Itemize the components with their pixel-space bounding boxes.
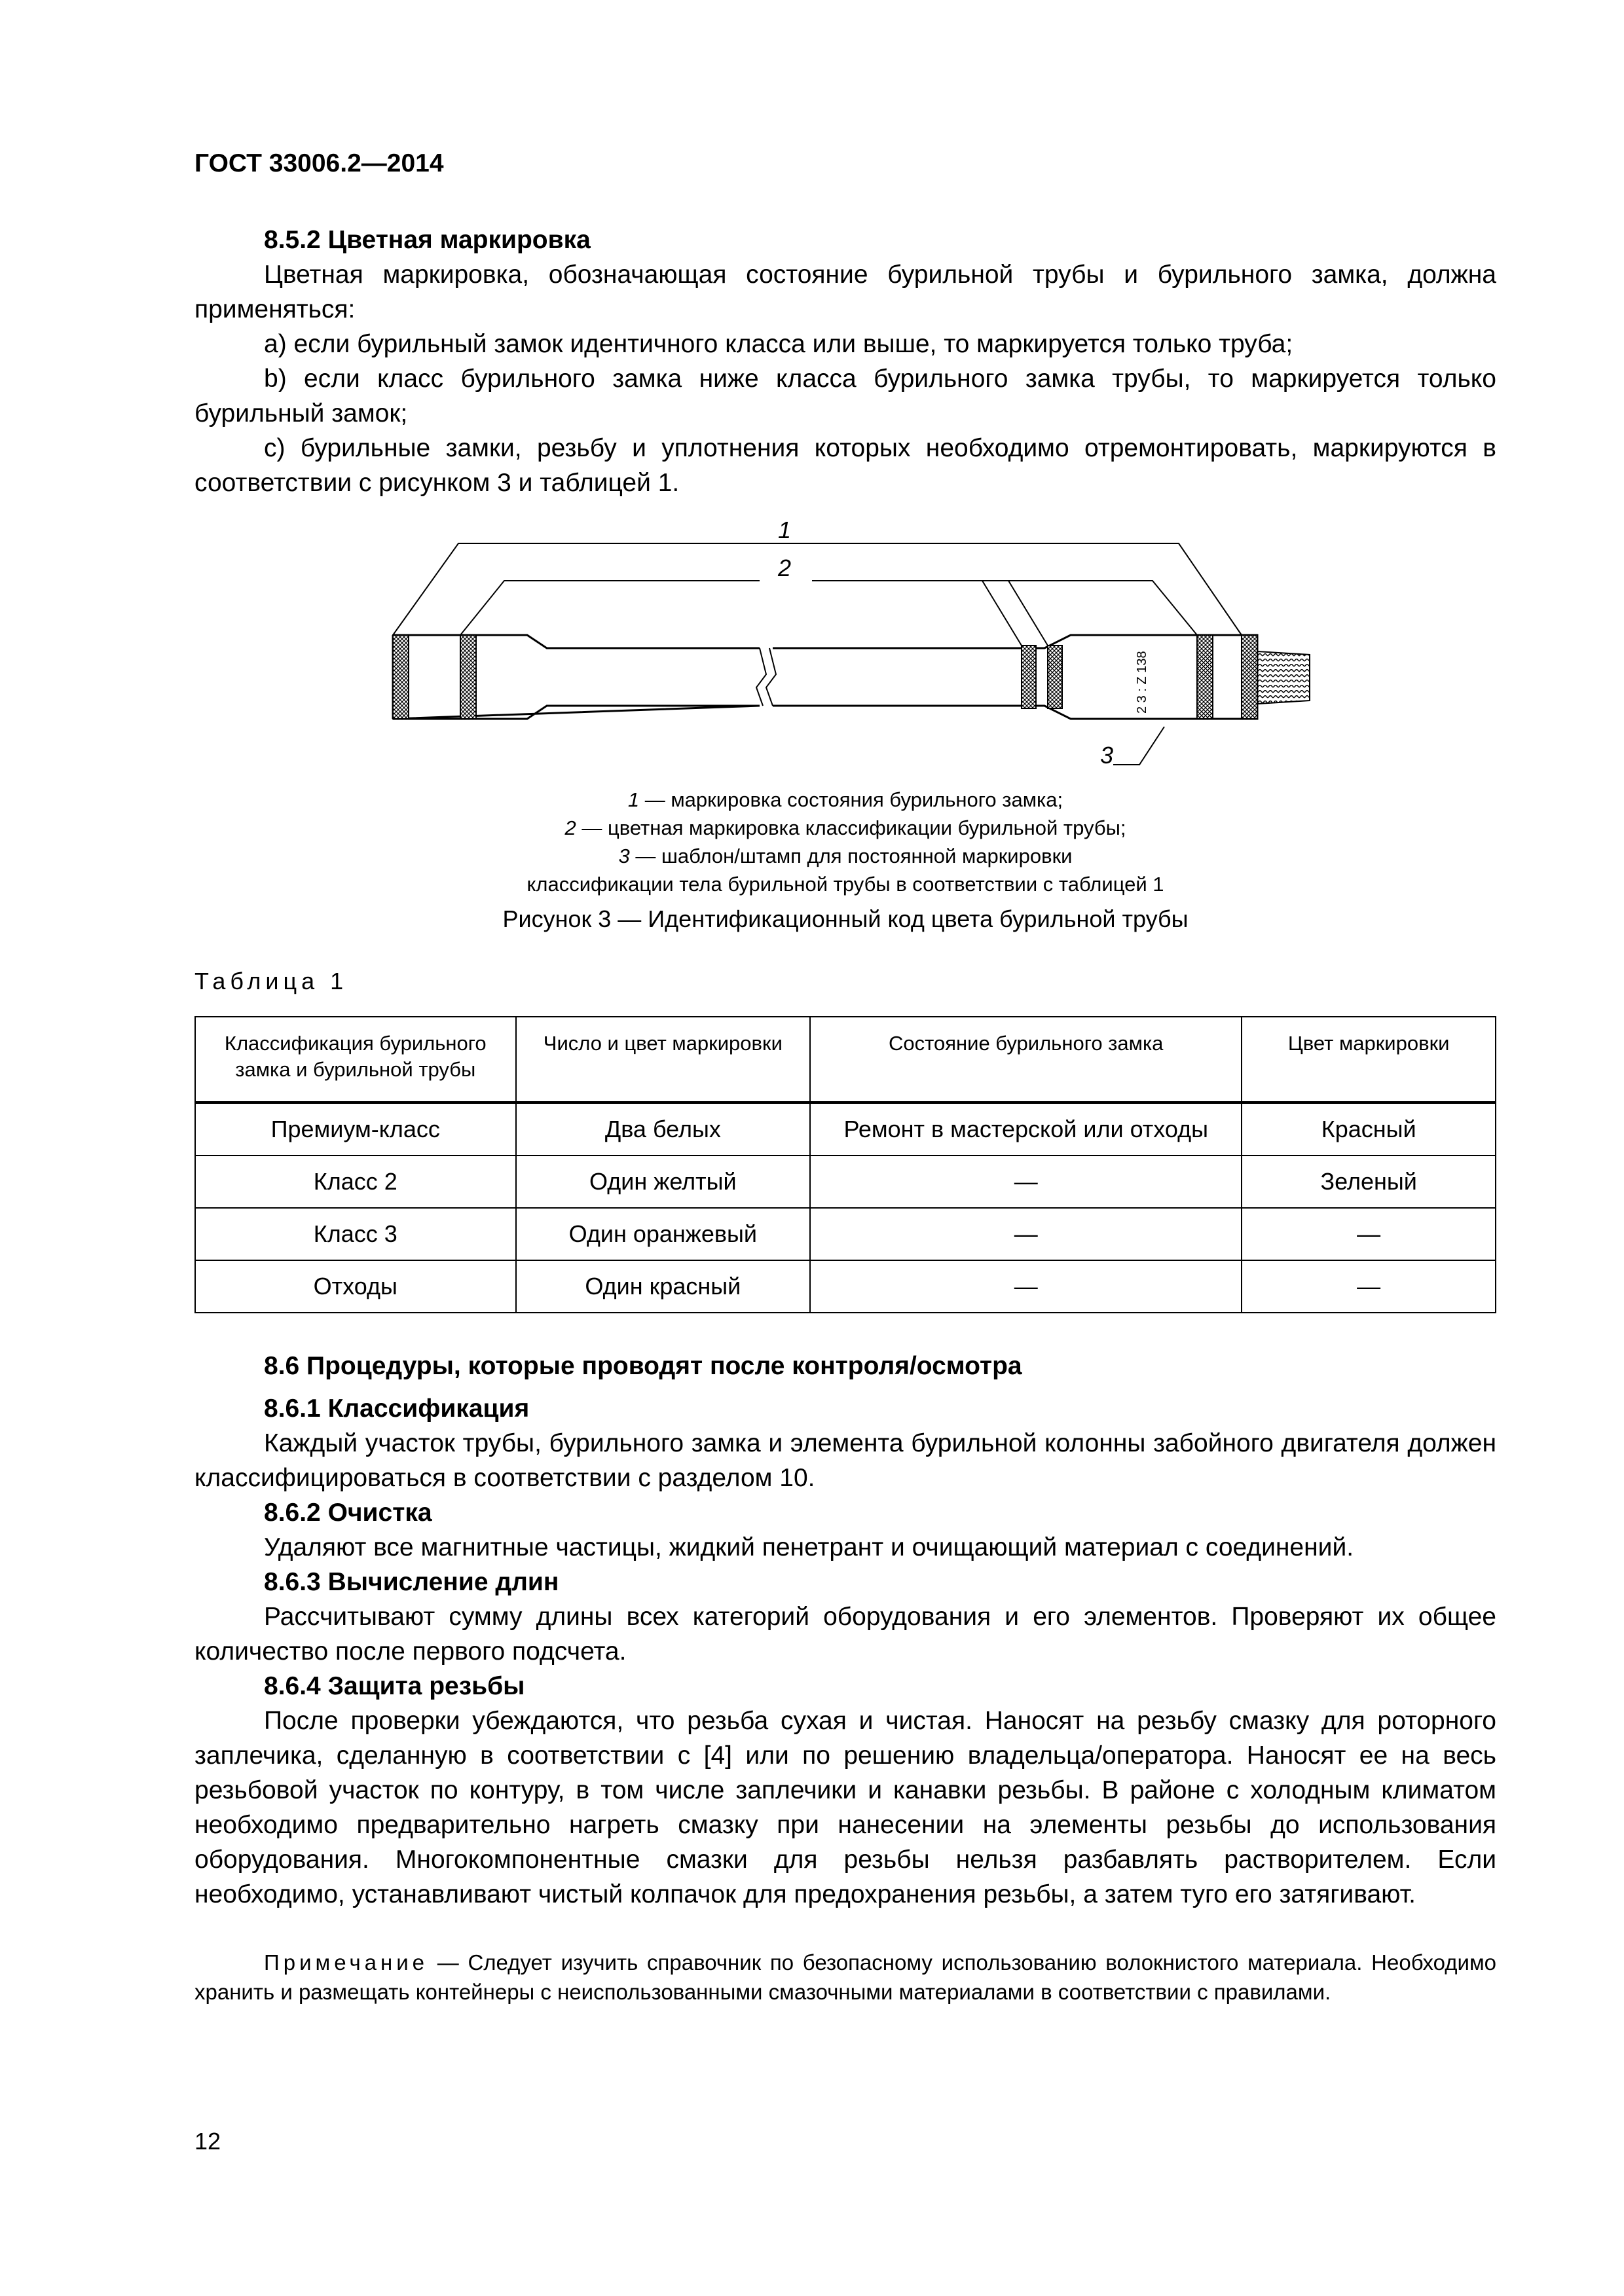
section-heading: 8.6 Процедуры, которые проводят после контроля/осмотра [264,1352,1022,1380]
page-number: 12 [194,2128,221,2155]
table-cell: Премиум-класс [195,1102,516,1156]
table-cell: — [1242,1208,1496,1260]
table-cell: Отходы [195,1260,516,1313]
paragraph: После проверки убеждаются, что резьба сухая и чистая. Наносят на резьбу смазку для роторного заплечика, сделанную в соответствии с [4] или по решению владельца/оператора. Наносят ее на весь резьбовой участок по контуру, в том числе заплечики и канавки резьбы. В районе с холодным климатом необходимо предварительно нагреть смазку при нанесении на элементы резьбы до использования оборудования. Многокомпонентные смазки для резьбы нельзя разбавлять растворителем. Если необходимо, устанавливают чистый колпачок для предохранения резьбы, а затем туго его затягивают. [194,1707,1496,1908]
callout-3: 3 [1100,742,1114,769]
paragraph: Удаляют все магнитные частицы, жидкий пенетрант и очищающий материал с соединений. [264,1533,1354,1561]
table-title: Таблица 1 [194,968,348,994]
table-cell: — [1242,1260,1496,1313]
marking-band [1197,635,1213,719]
figure-caption: Рисунок 3 — Идентификационный код цвета бурильной трубы [502,905,1189,932]
marking-band [393,635,409,719]
table-cell: — [810,1260,1242,1313]
subsection-heading: 8.6.4 Защита резьбы [264,1672,525,1700]
marking-table [194,1016,1496,1313]
subsection-heading: 8.6.2 Очистка [264,1499,432,1527]
drill-pipe-drawing [367,517,1349,779]
paragraph: Цветная маркировка, обозначающая состояние бурильной трубы и бурильного замка, должна применяться: [194,261,1496,323]
table-cell: Зеленый [1242,1156,1496,1208]
section-8-5-2 [194,223,1496,500]
list-item: а) если бурильный замок идентичного класса или выше, то маркируется только труба; [264,330,1293,358]
paragraph: Каждый участок трубы, бурильного замка и элемента бурильной колонны забойного двигателя должен классифицироваться в соответствии с разделом 10. [194,1429,1496,1492]
table-cell: — [810,1156,1242,1208]
figure-legend [194,786,1496,898]
legend-item: 3 — шаблон/штамп для постоянной маркировки [618,845,1073,867]
table-header-cell: Классификация бурильного замка и бурильной трубы [195,1017,516,1102]
marking-band [1022,646,1036,708]
table-header-cell: Цвет маркировки [1242,1017,1496,1102]
table-cell: Красный [1242,1102,1496,1156]
stamp-text: 2 3 : Z 138 [1135,651,1149,714]
table-cell: Один оранжевый [516,1208,811,1260]
table-header-cell: Число и цвет маркировки [516,1017,811,1102]
table-row [195,1102,1496,1156]
table-row [195,1208,1496,1260]
section-heading: 8.5.2 Цветная маркировка [264,226,591,254]
table-cell: Класс 3 [195,1208,516,1260]
section-8-6 [194,1349,1496,1912]
standard-header: ГОСТ 33006.2—2014 [194,149,444,177]
table-header-cell: Состояние бурильного замка [810,1017,1242,1102]
table-header-row [195,1017,1496,1102]
subsection-heading: 8.6.1 Классификация [264,1394,530,1423]
callout-2: 2 [778,555,792,581]
note [194,1948,1496,2007]
marking-band [460,635,476,719]
marking-band [1048,646,1062,708]
callout-1: 1 [778,517,792,543]
table-cell: Один желтый [516,1156,811,1208]
table-cell: Класс 2 [195,1156,516,1208]
note-text: — Следует изучить справочник по безопасному использованию волокнистого материала. Необходимо хранить и размещать контейнеры с неиспользованными смазочными материалами в соответствии с правилами. [194,1950,1496,2004]
note-label: Примечание [264,1950,429,1975]
legend-item-continuation: классификации тела бурильной трубы в соответствии с таблицей 1 [526,873,1164,896]
drill-pipe-figure [367,517,1349,779]
subsection-heading: 8.6.3 Вычисление длин [264,1568,559,1596]
table-cell: — [810,1208,1242,1260]
table-row [195,1260,1496,1313]
table-cell: Ремонт в мастерской или отходы [810,1102,1242,1156]
table-cell: Два белых [516,1102,811,1156]
list-item: с) бурильные замки, резьбу и уплотнения которых необходимо отремонтировать, маркируются в соответствии с рисунком 3 и таблицей 1. [194,434,1496,497]
paragraph: Рассчитывают сумму длины всех категорий оборудования и его элементов. Проверяют их общее количество после первого подсчета. [194,1603,1496,1666]
table-cell: Один красный [516,1260,811,1313]
legend-item: 2 — цветная маркировка классификации бурильной трубы; [564,816,1126,839]
marking-band [1242,635,1257,719]
legend-item: 1 — маркировка состояния бурильного замка; [627,788,1063,811]
list-item: b) если класс бурильного замка ниже класса бурильного замка трубы, то маркируется только бурильный замок; [194,365,1496,428]
table-row [195,1156,1496,1208]
